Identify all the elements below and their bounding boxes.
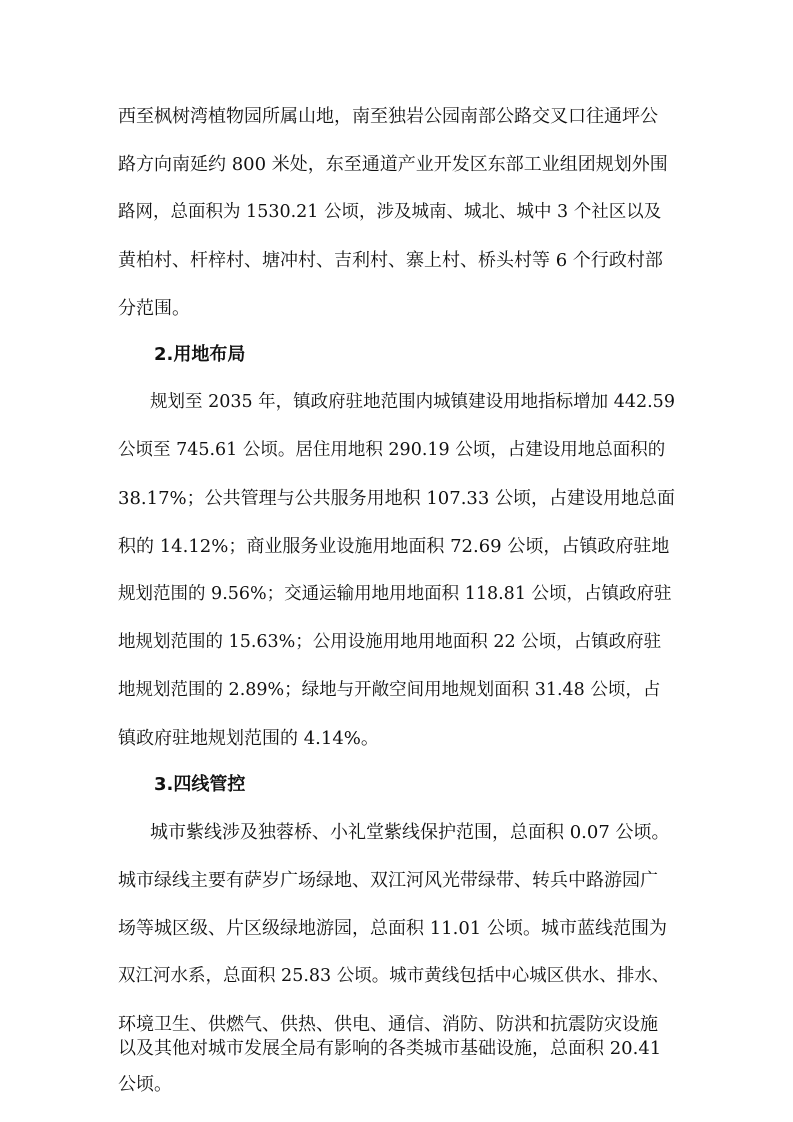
text-line: 公顷至 745.61 公顷。居住用地积 290.19 公顷，占建设用地总面积的 [118, 440, 666, 460]
text-line: 地规划范围的 15.63%；公用设施用地用地面积 22 公顷，占镇政府驻 [118, 632, 662, 652]
text-line: 场等城区级、片区级绿地游园，总面积 11.01 公顷。城市蓝线范围为 [118, 918, 667, 939]
section-heading: 2.用地布局 [154, 344, 246, 365]
text-line: 环境卫生、供燃气、供热、供电、通信、消防、防洪和抗震防灾设施 [118, 1014, 658, 1035]
text-line: 路方向南延约 800 米处，东至通道产业开发区东部工业组团规划外围 [118, 154, 668, 175]
text-line: 城市绿线主要有萨岁广场绿地、双江河风光带绿带、转兵中路游园广 [118, 870, 658, 891]
text-line: 积的 14.12%；商业服务业设施用地面积 72.69 公顷，占镇政府驻地 [118, 536, 670, 557]
text-line: 黄柏村、杆梓村、塘冲村、吉利村、寨上村、桥头村等 6 个行政村部 [118, 250, 663, 271]
text-line: 公顷。 [118, 1074, 172, 1095]
text-line: 规划范围的 9.56%；交通运输用地用地面积 118.81 公顷，占镇政府驻 [118, 584, 672, 604]
text-line: 分范围。 [118, 298, 190, 319]
text-line: 双江河水系，总面积 25.83 公顷。城市黄线包括中心城区供水、排水、 [118, 966, 670, 986]
section-heading: 3.四线管控 [154, 774, 246, 795]
text-line: 以及其他对城市发展全局有影响的各类城市基础设施，总面积 20.41 [118, 1038, 662, 1059]
text-line: 38.17%；公共管理与公共服务用地积 107.33 公顷，占建设用地总面 [118, 488, 676, 509]
text-line: 西至枫树湾植物园所属山地，南至独岩公园南部公路交叉口往通坪公 [118, 106, 658, 127]
text-line: 规划至 2035 年，镇政府驻地范围内城镇建设用地指标增加 442.59 [150, 392, 675, 412]
text-line: 镇政府驻地规划范围的 4.14%。 [118, 728, 379, 749]
text-line: 路网，总面积为 1530.21 公顷，涉及城南、城北、城中 3 个社区以及 [118, 202, 662, 222]
text-line: 城市紫线涉及独蓉桥、小礼堂紫线保护范围，总面积 0.07 公顷。 [150, 822, 670, 843]
text-line: 地规划范围的 2.89%；绿地与开敞空间用地规划面积 31.48 公顷，占 [118, 680, 661, 700]
